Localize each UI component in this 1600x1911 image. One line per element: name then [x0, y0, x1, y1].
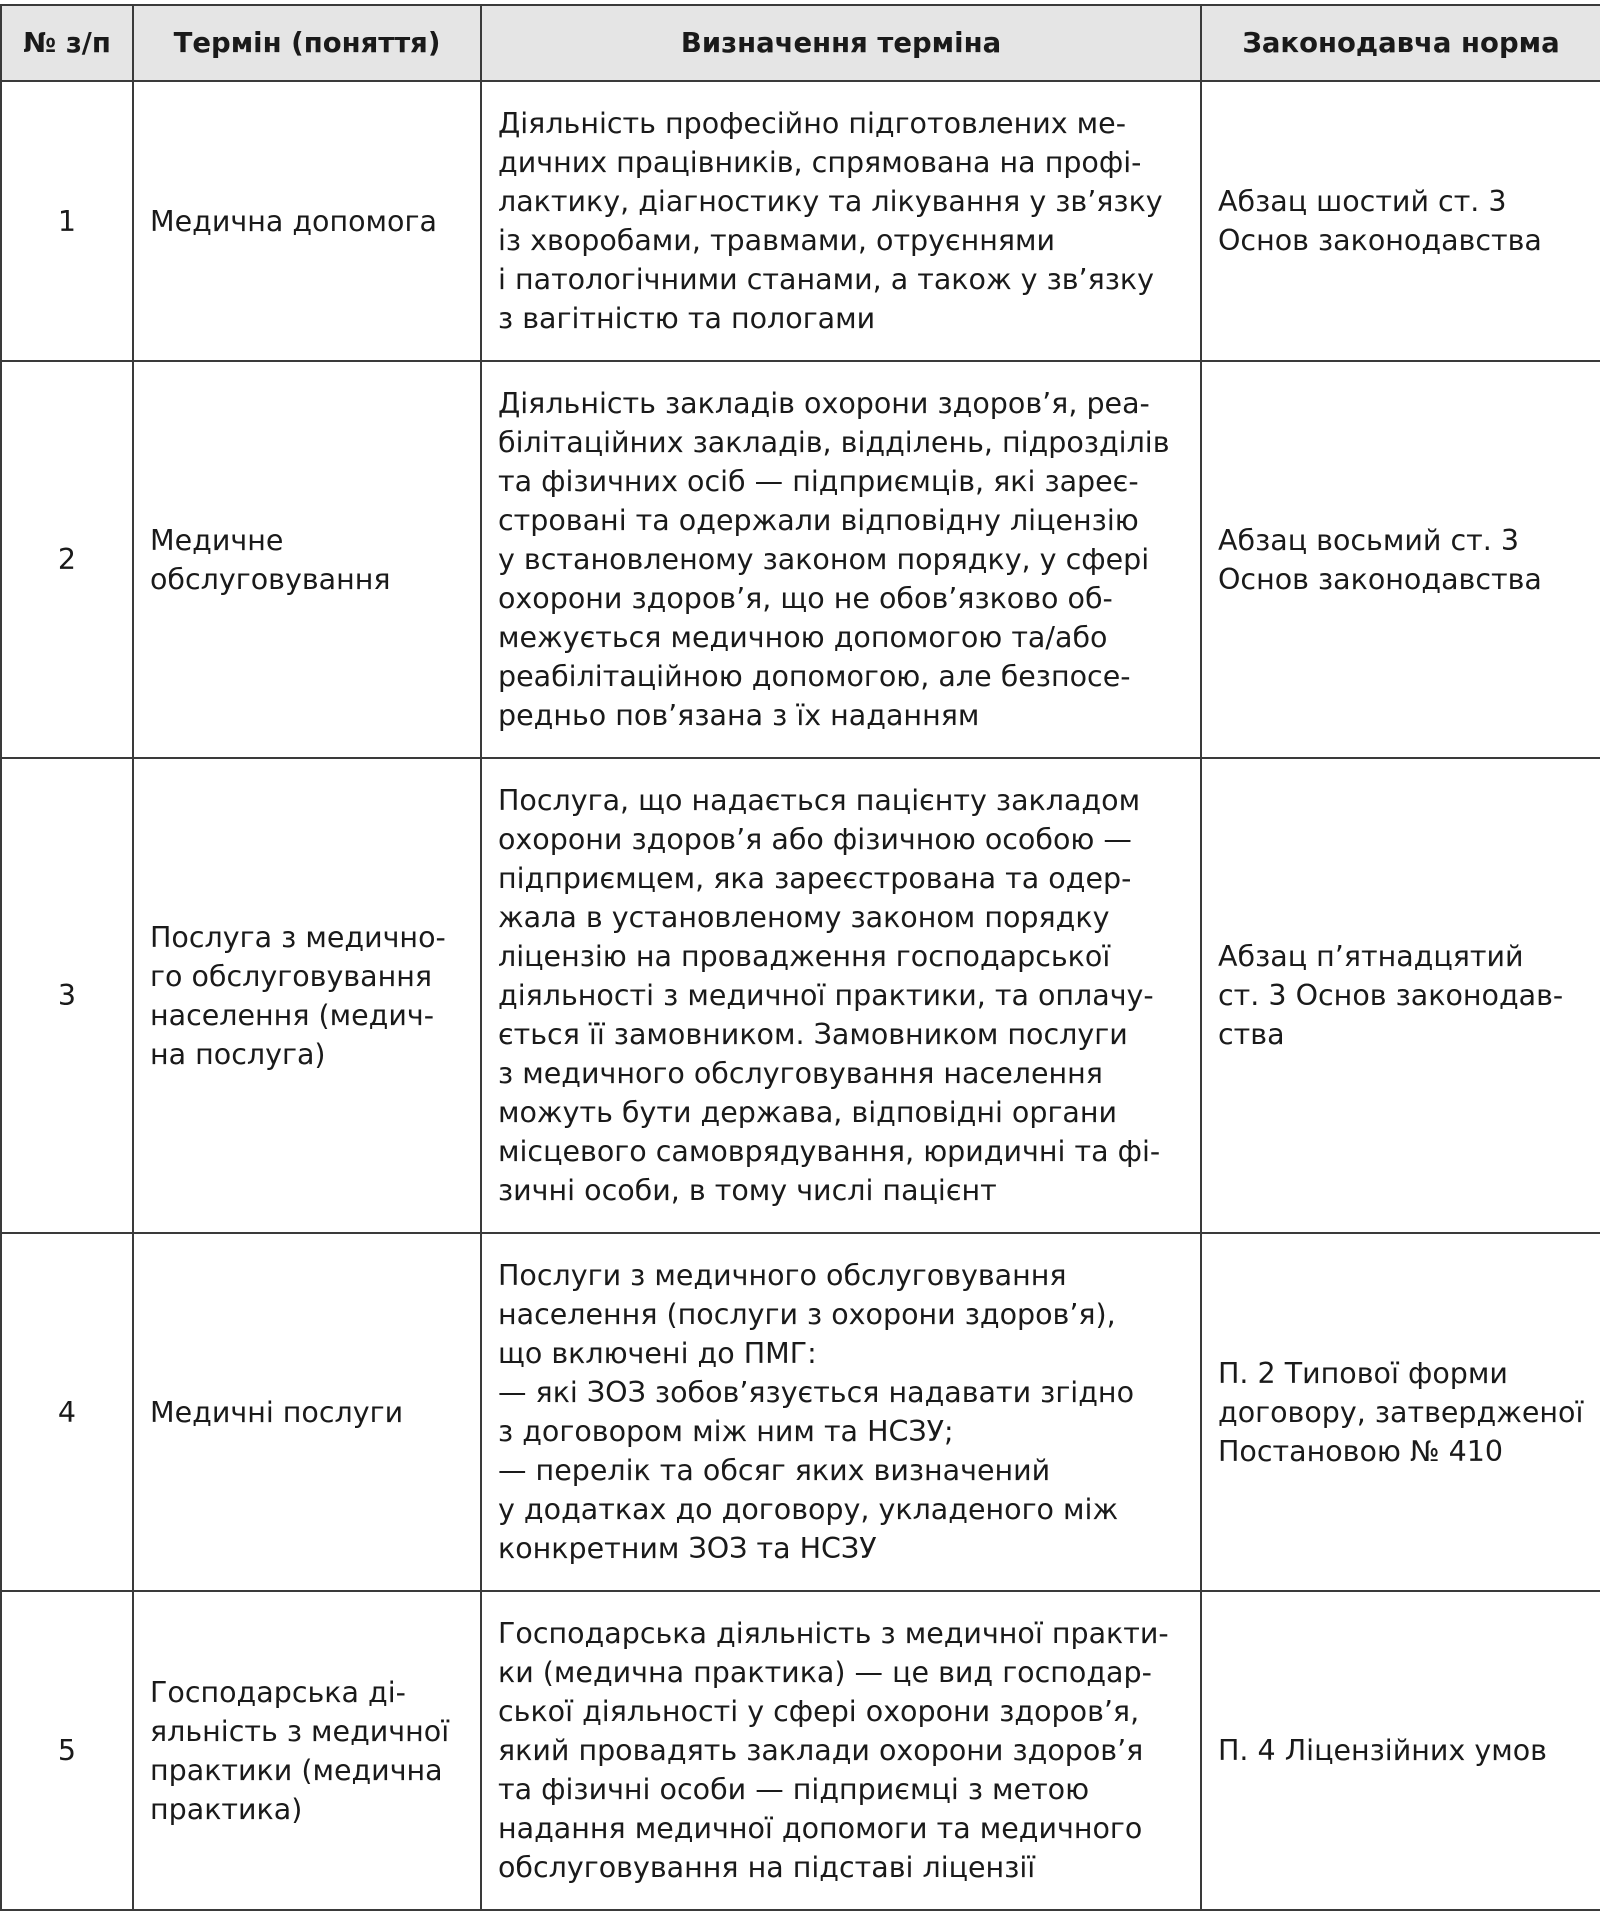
definition-line: з вагітністю та пологами: [498, 302, 876, 335]
definition-line: і патологічними станами, а також у зв’язку: [498, 263, 1155, 296]
row-legal-norm: [1201, 361, 1600, 758]
table-header-row: [1, 5, 1600, 81]
definition-line: ється її замовником. Замовником послуги: [498, 1018, 1128, 1051]
row-legal-norm: [1201, 1233, 1600, 1591]
definition-line: з медичного обслуговування населення: [498, 1057, 1103, 1090]
definition-line: який провадять заклади охорони здоров’я: [498, 1734, 1144, 1767]
table-row: [1, 1591, 1600, 1910]
definition-line: охорони здоров’я або фізичною особою —: [498, 823, 1132, 856]
definition-line: Діяльність закладів охорони здоров’я, реа-: [498, 387, 1150, 420]
definition-line: межується медичною допомогою та/або: [498, 621, 1108, 654]
definition-line: Послуга, що надається пацієнту закладом: [498, 784, 1141, 817]
term-line: практика): [150, 1792, 303, 1826]
definition-line: ської діяльності у сфері охорони здоров’я,: [498, 1695, 1140, 1728]
term-line: Господарська ді-: [150, 1675, 406, 1709]
table-row: [1, 1233, 1600, 1591]
header-number: № з/п: [1, 5, 133, 81]
definition-line: редньо пов’язана з їх наданням: [498, 699, 980, 732]
row-definition: [481, 1591, 1201, 1910]
norm-line: ст. 3 Основ законодав-: [1218, 979, 1564, 1012]
definition-line: стровані та одержали відповідну ліцензію: [498, 504, 1139, 537]
table-row: [1, 361, 1600, 758]
row-legal-norm: [1201, 81, 1600, 361]
definition-line: ки (медична практика) — це вид господар-: [498, 1656, 1152, 1689]
definition-line: реабілітаційною допомогою, але безпосе-: [498, 660, 1131, 693]
definition-line: та фізичні особи — підприємці з метою: [498, 1773, 1090, 1806]
definition-line: з договором між ним та НСЗУ;: [498, 1415, 954, 1448]
row-number: 3: [1, 758, 133, 1233]
term-line: Медичне: [150, 523, 284, 557]
table-row: [1, 758, 1600, 1233]
definition-line: охорони здоров’я, що не обов’язково об-: [498, 582, 1113, 615]
definition-line: діяльності з медичної практики, та оплачу-: [498, 979, 1154, 1012]
row-term: [133, 1233, 481, 1591]
norm-line: Абзац шостий ст. 3: [1218, 185, 1507, 218]
definition-line: білітаційних закладів, відділень, підрозділів: [498, 426, 1170, 459]
norm-line: П. 2 Типової форми: [1218, 1356, 1508, 1390]
terms-table: [0, 4, 1600, 1911]
definition-line: дичних працівників, спрямована на профі-: [498, 146, 1142, 179]
norm-line: Основ законодавства: [1218, 224, 1542, 257]
term-line: Медична допомога: [150, 204, 437, 238]
definition-line: Послуги з медичного обслуговування: [498, 1259, 1067, 1292]
header-legal-norm: Законодавча норма: [1201, 5, 1600, 81]
norm-line: П. 4 Ліцензійних умов: [1218, 1734, 1547, 1767]
row-definition: [481, 1233, 1201, 1591]
row-definition: [481, 361, 1201, 758]
term-line: яльність з медичної: [150, 1714, 450, 1748]
norm-line: Постановою № 410: [1218, 1434, 1504, 1468]
definition-line: жала в установленому законом порядку: [498, 901, 1110, 934]
definition-line: зичні особи, в тому числі пацієнт: [498, 1174, 997, 1207]
term-line: обслуговування: [150, 562, 391, 596]
header-term: Термін (поняття): [133, 5, 481, 81]
header-definition: Визначення терміна: [481, 5, 1201, 81]
definition-line: можуть бути держава, відповідні органи: [498, 1096, 1118, 1129]
row-number: 1: [1, 81, 133, 361]
definition-line: надання медичної допомоги та медичного: [498, 1812, 1143, 1845]
norm-line: ства: [1218, 1018, 1285, 1051]
definition-line: у встановленому законом порядку, у сфері: [498, 543, 1150, 576]
row-term: [133, 81, 481, 361]
norm-line: Абзац восьмий ст. 3: [1218, 523, 1519, 557]
term-line: го обслуговування: [150, 959, 432, 993]
norm-line: Абзац п’ятнадцятий: [1218, 940, 1524, 973]
term-line: населення (медич-: [150, 998, 435, 1032]
definition-line: із хворобами, травмами, отруєннями: [498, 224, 1056, 257]
definition-line: підприємцем, яка зареєстрована та одер-: [498, 862, 1132, 895]
definition-line: конкретним ЗОЗ та НСЗУ: [498, 1532, 877, 1565]
row-legal-norm: [1201, 758, 1600, 1233]
row-definition: [481, 758, 1201, 1233]
row-number: 2: [1, 361, 133, 758]
definition-line: обслуговування на підставі ліцензії: [498, 1851, 1036, 1884]
term-line: на послуга): [150, 1037, 326, 1071]
definition-line: ліцензію на провадження господарської: [498, 940, 1111, 973]
row-term: [133, 1591, 481, 1910]
row-definition: [481, 81, 1201, 361]
definition-line: що включені до ПМГ:: [498, 1337, 817, 1370]
definition-line: та фізичних осіб — підприємців, які зареє-: [498, 465, 1139, 498]
term-line: практики (медична: [150, 1753, 443, 1787]
term-line: Медичні послуги: [150, 1395, 404, 1429]
row-term: [133, 361, 481, 758]
term-line: Послуга з медично-: [150, 920, 446, 954]
definition-line: Господарська діяльність з медичної практи-: [498, 1617, 1169, 1650]
definition-line: у додатках до договору, укладеного між: [498, 1493, 1119, 1526]
table-row: [1, 81, 1600, 361]
row-legal-norm: [1201, 1591, 1600, 1910]
row-number: 4: [1, 1233, 133, 1591]
row-term: [133, 758, 481, 1233]
definition-line: Діяльність професійно підготовлених ме-: [498, 107, 1126, 140]
document-page: [0, 4, 1600, 1911]
definition-line: — які ЗОЗ зобов’язується надавати згідно: [498, 1376, 1135, 1409]
definition-line: місцевого самоврядування, юридичні та фі-: [498, 1135, 1161, 1168]
definition-line: лактику, діагностику та лікування у зв’язку: [498, 185, 1163, 218]
row-number: 5: [1, 1591, 133, 1910]
definition-line: населення (послуги з охорони здоров’я),: [498, 1298, 1116, 1331]
norm-line: договору, затвердженої: [1218, 1395, 1584, 1429]
definition-line: — перелік та обсяг яких визначений: [498, 1454, 1051, 1487]
norm-line: Основ законодавства: [1218, 562, 1542, 596]
